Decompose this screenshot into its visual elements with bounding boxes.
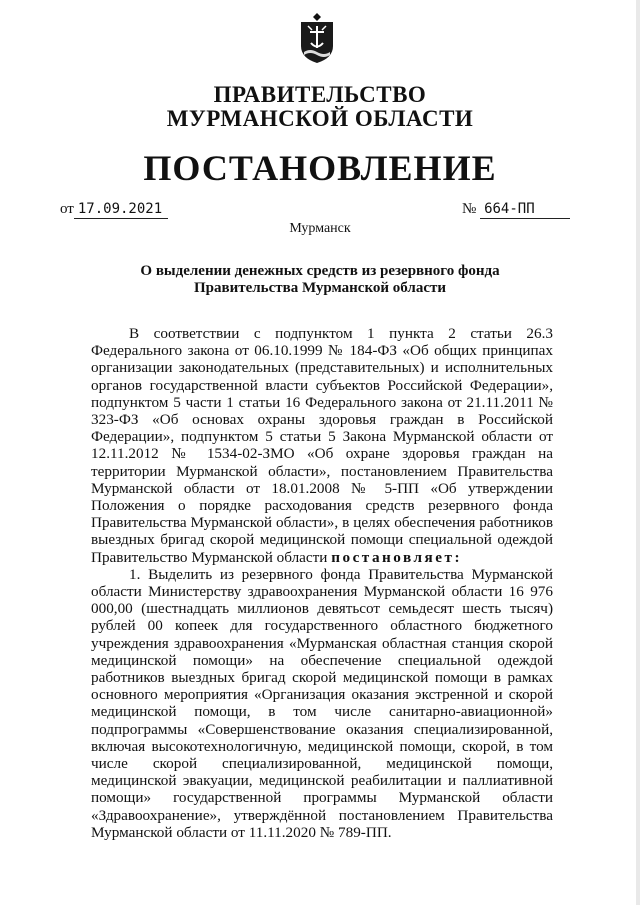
number-prefix: №	[462, 201, 477, 217]
government-name-line1: ПРАВИТЕЛЬСТВО	[213, 82, 427, 107]
preamble-text: В соответствии с подпунктом 1 пункта 2 статьи 26.3 Федерального закона от 06.10.1999 № 184-ФЗ «Об общих принципах организации законодательных (представительных) и исполнительных органов государственной власти субъектов Российской Федерации», подпунктом 5 части 1 статьи 16 Федерального закона от 21.11.2011 № 323-ФЗ «Об основах охраны здоровья граждан в Российской Федерации», подпунктом 5 статьи 5 Закона Мурманской области от 12.11.2012 № 1534-02-ЗМО «Об охране здоровья граждан на территории Мурманской области», постановлением Правительства Мурманской области от 18.01.2008 № 5-ПП «Об утверждении Положения о порядке расходования средств резервного фонда Правительства Мурманской области», в целях обеспечения работников выездных бригад скорой медицинской помощи специальной одеждой Правительство Мурманской области	[91, 325, 553, 566]
title-line2: Правительства Мурманской области	[193, 280, 447, 296]
document-type: ПОСТАНОВЛЕНИЕ	[143, 148, 497, 188]
date-prefix: от	[60, 201, 74, 217]
document-number: 664-ПП	[480, 200, 570, 219]
title-line1: О выделении денежных средств из резервного фонда	[140, 263, 500, 279]
coat-of-arms-icon	[298, 12, 336, 64]
preamble-paragraph	[91, 325, 553, 566]
scan-edge	[636, 0, 640, 905]
date-row	[60, 200, 168, 219]
resolves-keyword: постановляет:	[331, 548, 463, 566]
city: Мурманск	[289, 221, 351, 236]
document-title	[0, 263, 640, 297]
document-date: 17.09.2021	[74, 200, 168, 219]
document-body	[91, 325, 553, 841]
number-row	[462, 200, 570, 219]
clause-1-paragraph: 1. Выделить из резервного фонда Правительства Мурманской области Министерству здравоохранения Мурманской области 16 976 000,00 (шестнадцать миллионов девятьсот семьдесят шесть тысяч) рублей 00 копеек для государственного областного бюджетного учреждения здравоохранения «Мурманская областная станция скорой медицинской помощи» на обеспечение специальной одеждой работников выездных бригад скорой медицинской помощи в рамках основного мероприятия «Организация оказания экстренной и скорой медицинской помощи, в том числе санитарно-авиационной» подпрограммы «Совершенствование оказания специализированной, включая высокотехнологичную, медицинской помощи, скорой, в том числе скорой специализированной, медицинской помощи, медицинской эвакуации, медицинской реабилитации и паллиативной помощи» государственной программы Мурманской области «Здравоохранение», утверждённой постановлением Правительства Мурманской области от 11.11.2020 № 789-ПП.	[91, 565, 553, 841]
government-name-line2: МУРМАНСКОЙ ОБЛАСТИ	[166, 106, 474, 131]
